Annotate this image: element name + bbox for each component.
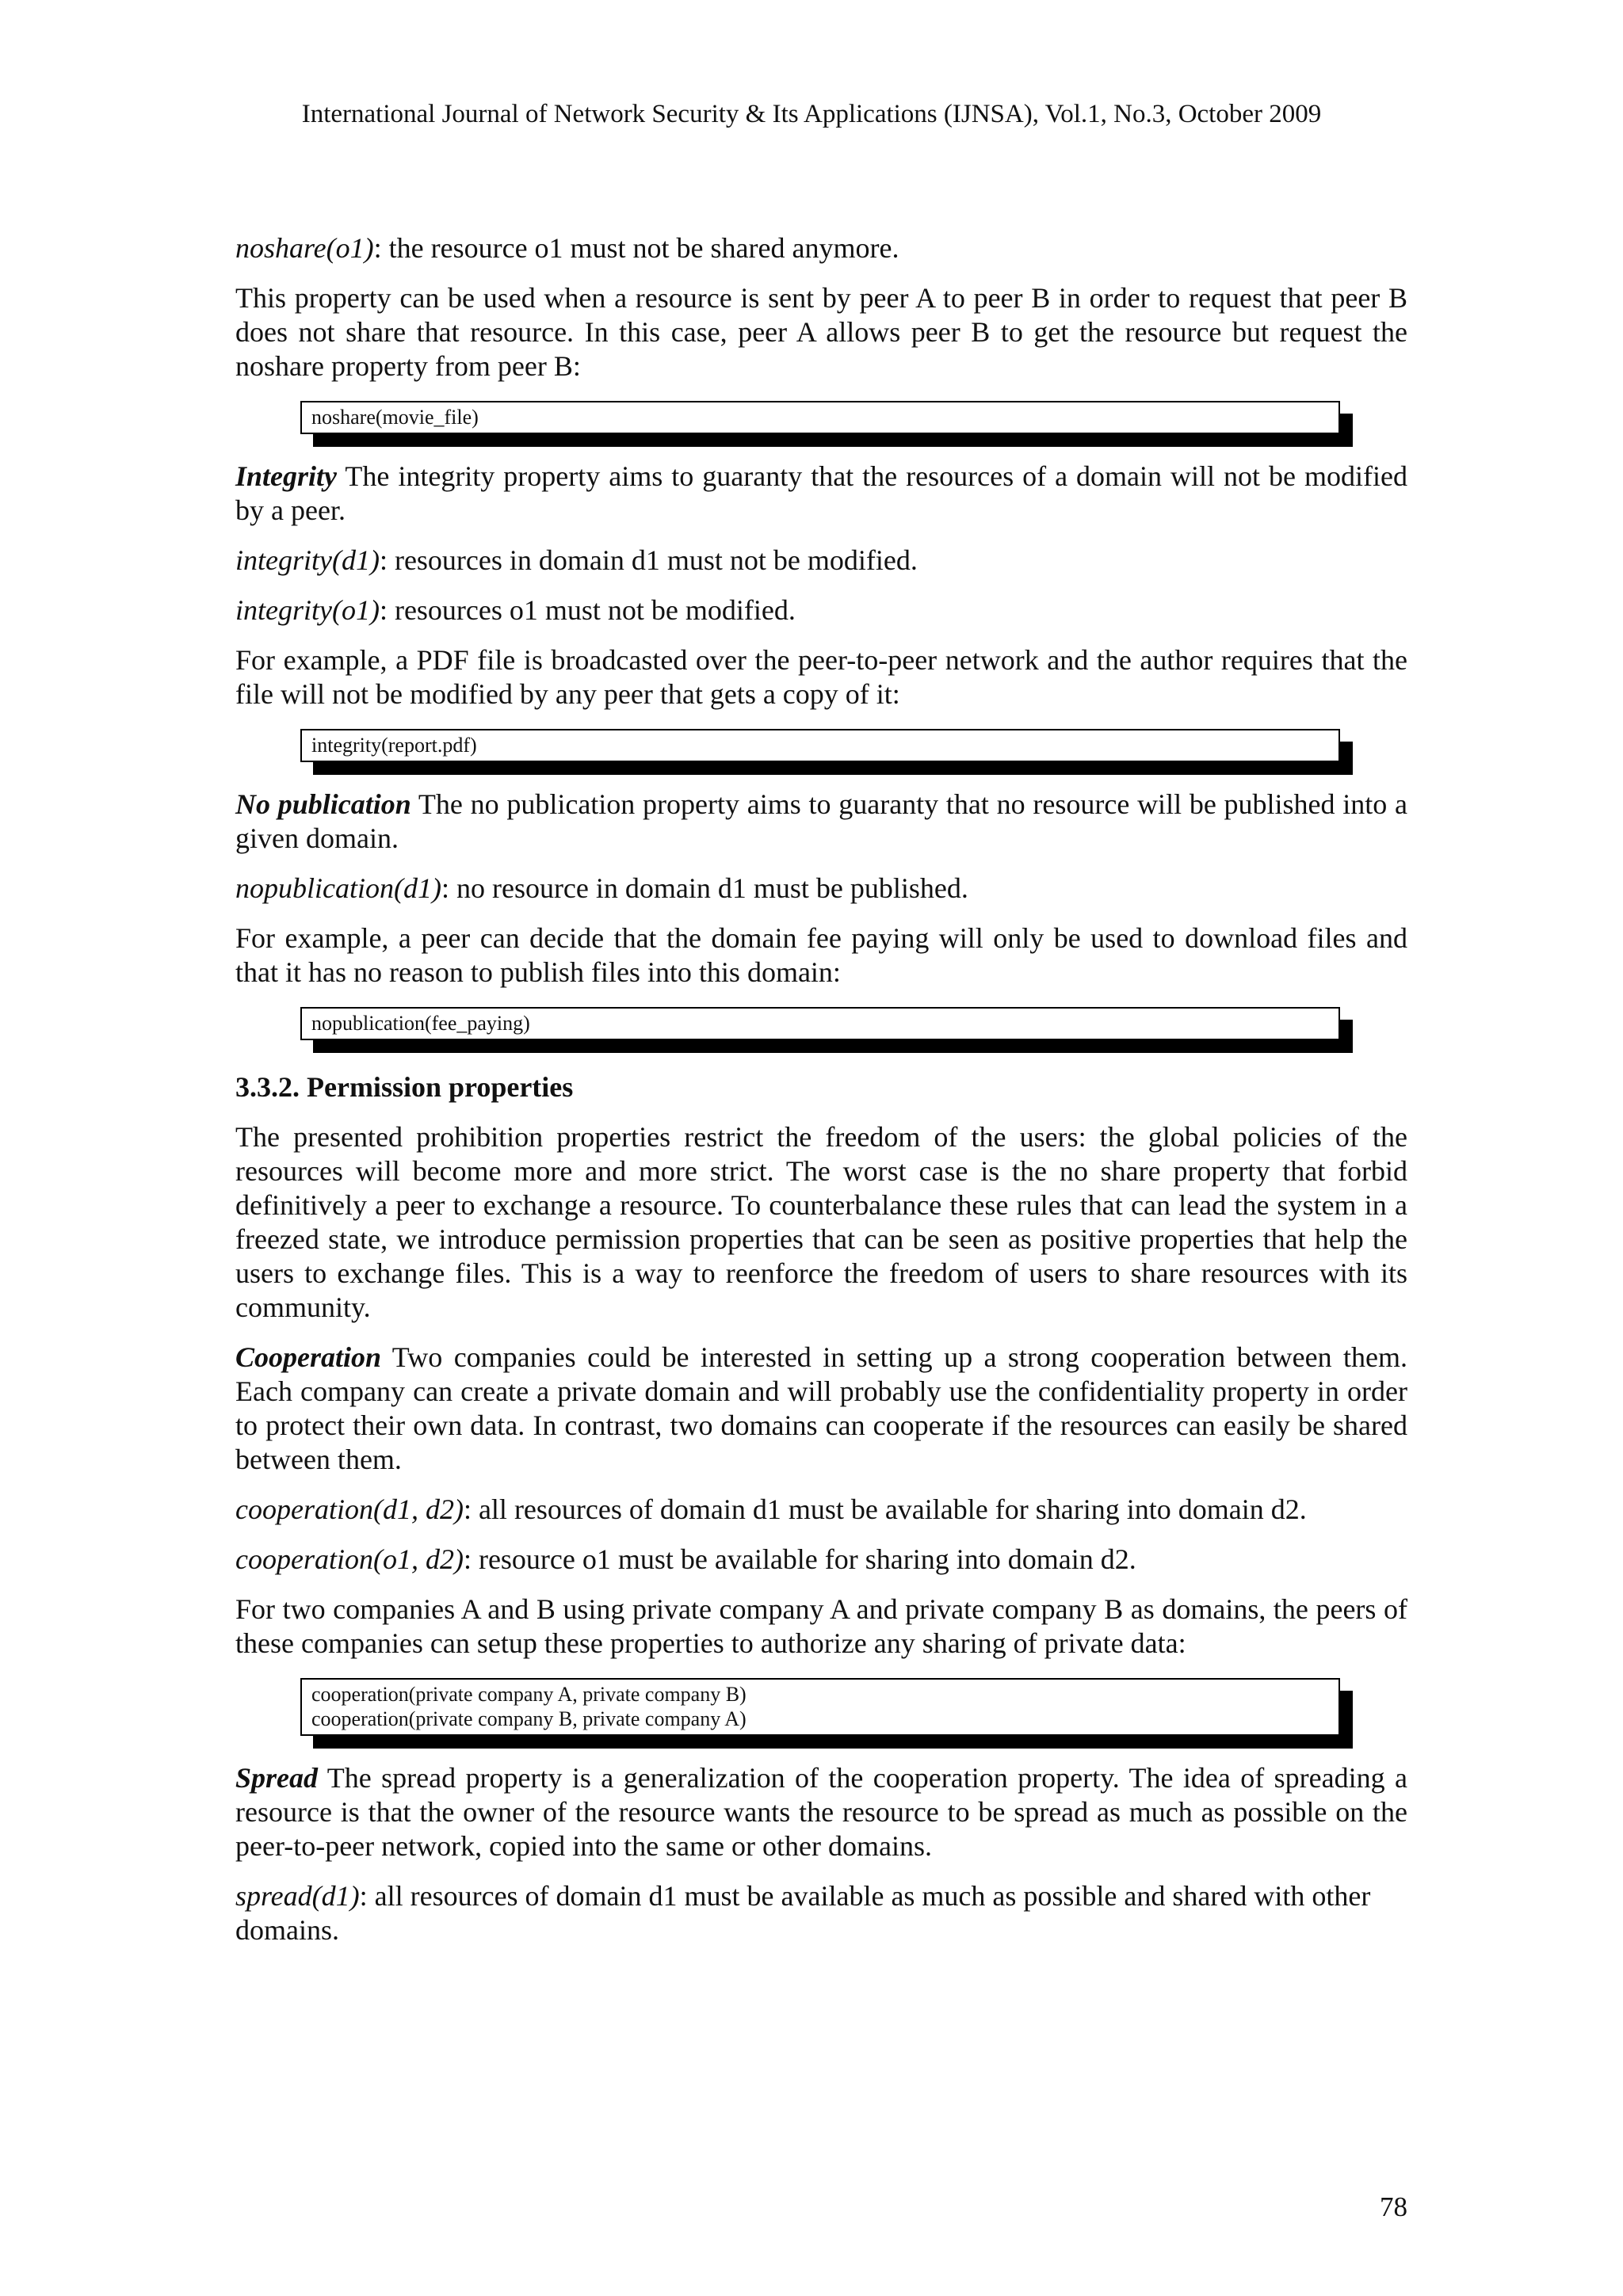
definition-term: cooperation(d1, d2) [235, 1493, 464, 1525]
property-paragraph [235, 1761, 1407, 1863]
property-name: Integrity [235, 460, 338, 492]
paragraph: For two companies A and B using private company A and private company B as domains, the peers of these companies can setup these properties to authorize any sharing of private data: [235, 1593, 1407, 1659]
definition-term: cooperation(o1, d2) [235, 1543, 464, 1575]
code-box [300, 729, 1340, 762]
definition [235, 1493, 1407, 1527]
definition [235, 593, 1407, 627]
code-box [300, 1678, 1340, 1736]
definition-text: : all resources of domain d1 must be available for sharing into domain d2. [463, 1493, 1307, 1525]
definition [235, 871, 1407, 906]
running-header: International Journal of Network Security & Its Applications (IJNSA), Vol.1, No.3, October 2009 [301, 100, 1322, 128]
definition-text: The no publication property aims to guaranty that no resource will be published into a given domain. [235, 788, 1408, 854]
definition-text: : resource o1 must be available for sharing into domain d2. [463, 1543, 1136, 1575]
definition [235, 1543, 1407, 1577]
section-heading: 3.3.2. Permission properties [235, 1071, 574, 1103]
paragraph: For example, a peer can decide that the domain fee paying will only be used to download files and that it has no reason to publish files into this domain: [235, 922, 1407, 988]
definition-text: The spread property is a generalization of the cooperation property. The idea of spreading a resource is that the owner of the resource wants the resource to be spread as much as possible on the peer-to-peer network, copied into the same or other domains. [235, 1762, 1407, 1862]
code-line: noshare(movie_file) [311, 406, 479, 429]
code-box [300, 401, 1340, 434]
code-box-frame [300, 1007, 1340, 1040]
definition-term: noshare(o1) [235, 232, 374, 264]
code-box [300, 1007, 1340, 1040]
code-box-frame [300, 401, 1340, 434]
property-name: Spread [235, 1762, 319, 1794]
definition-text: : resources o1 must not be modified. [379, 594, 796, 626]
definition-term: nopublication(d1) [235, 872, 441, 904]
definition-text: The integrity property aims to guaranty that the resources of a domain will not be modified by a peer. [235, 460, 1407, 526]
page-body [235, 231, 1407, 1963]
definition-term: integrity(o1) [235, 594, 380, 626]
code-line: nopublication(fee_paying) [311, 1012, 530, 1035]
definition [235, 543, 1407, 578]
page-number: 78 [1380, 2191, 1407, 2222]
definition-text: : the resource o1 must not be shared anymore. [373, 232, 899, 264]
paragraph: This property can be used when a resource is sent by peer A to peer B in order to request that peer B does not share that resource. In this case, peer A allows peer B to get the resource but request the noshare property from peer B: [235, 282, 1407, 382]
property-paragraph [235, 1341, 1407, 1477]
property-paragraph [235, 788, 1407, 856]
definition-text: : resources in domain d1 must not be modified. [379, 544, 918, 576]
code-box-frame [300, 729, 1340, 762]
code-line: cooperation(private company B, private company A) [311, 1707, 747, 1730]
property-name: No publication [235, 788, 411, 820]
definition [235, 1879, 1407, 1947]
property-paragraph [235, 460, 1407, 528]
definition-text: : all resources of domain d1 must be available as much as possible and shared with other domains. [235, 1880, 1371, 1946]
definition [235, 231, 1407, 265]
definition-text: : no resource in domain d1 must be published. [441, 872, 968, 904]
definition-text: Two companies could be interested in setting up a strong cooperation between them. Each company can create a private domain and will probably use the confidentiality property in order to protect their own data. In contrast, two domains can cooperate if the resources can easily be shared between them. [235, 1341, 1407, 1475]
definition-term: spread(d1) [235, 1880, 360, 1912]
code-line: cooperation(private company A, private company B) [311, 1683, 747, 1706]
definition-term: integrity(d1) [235, 544, 380, 576]
code-line: integrity(report.pdf) [311, 734, 477, 757]
property-name: Cooperation [235, 1341, 382, 1373]
paragraph: The presented prohibition properties restrict the freedom of the users: the global policies of the resources will become more and more strict. The worst case is the no share property that forbid definitively a peer to exchange a resource. To counterbalance these rules that can lead the system in a freezed state, we introduce permission properties that can be seen as positive properties that help the users to exchange files. This is a way to reenforce the freedom of users to share resources with its community. [235, 1121, 1407, 1323]
paragraph: For example, a PDF file is broadcasted over the peer-to-peer network and the author requires that the file will not be modified by any peer that gets a copy of it: [235, 644, 1407, 710]
code-box-frame [300, 1678, 1340, 1736]
